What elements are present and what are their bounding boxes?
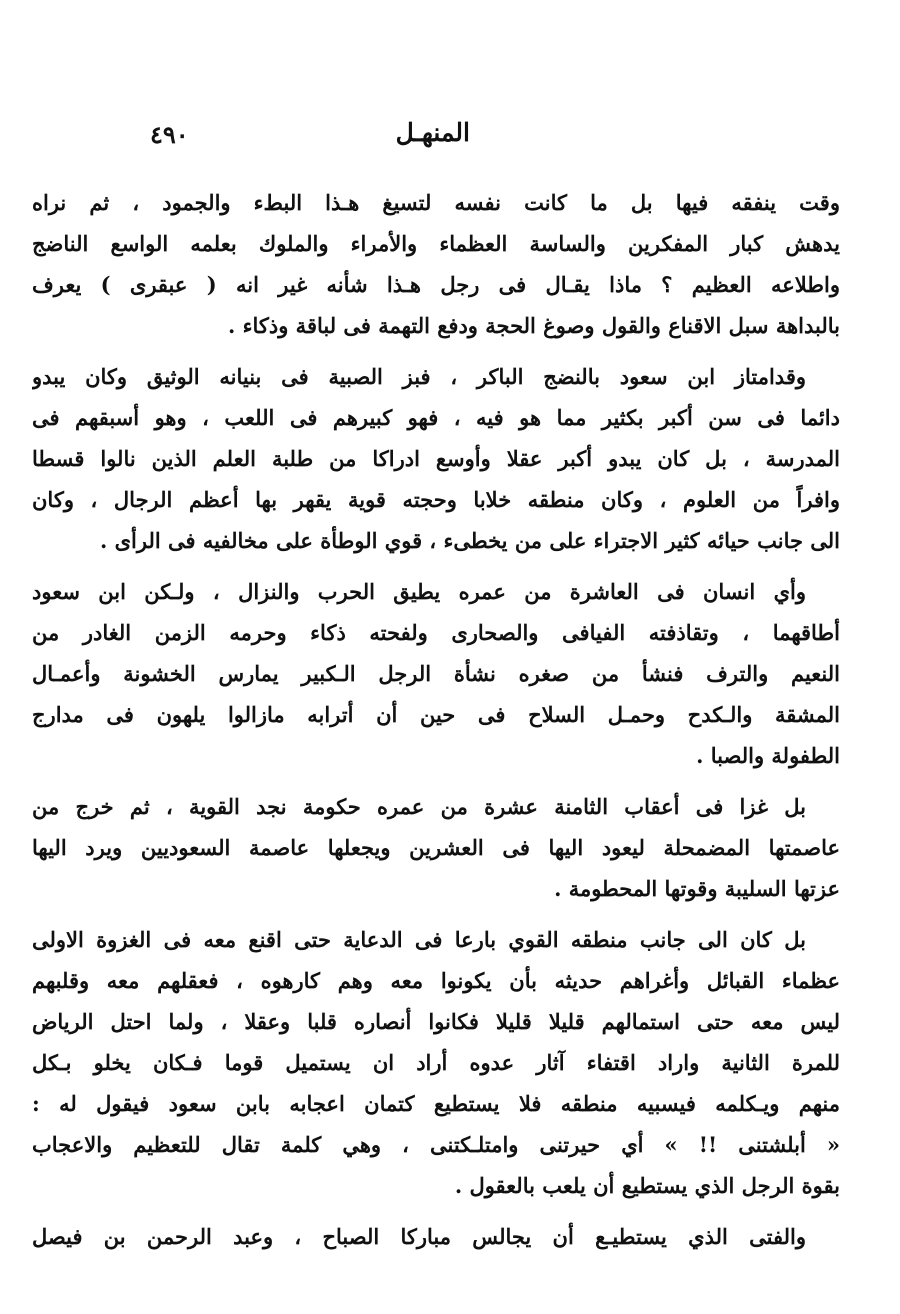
paragraph-3	[32, 571, 840, 776]
text-line: وقت ينفقه فيها بل ما كانت نفسه لتسيغ هـذا البطء والجمود ، ثم نراه	[32, 190, 840, 215]
paragraph-5	[32, 919, 840, 1206]
paragraph-4	[32, 786, 840, 909]
text-line: منهم ويـكلمه فيسبيه منطقه فلا يستطيع كتمان اعجابه بابن سعود فيقول له :	[32, 1091, 840, 1116]
text-line: وأي انسان فى العاشرة من عمره يطيق الحرب والنزال ، ولـكن ابن سعود	[32, 579, 806, 604]
text-line: عظماء القبائل وأغراهم حديثه بأن يكونوا معه وهم كارهوه ، فعقلهم معه وقلبهم	[32, 968, 840, 993]
paragraph-2	[32, 356, 840, 561]
text-line: والفتى الذي يستطيـع أن يجالس مباركا الصباح ، وعبد الرحمن بن فيصل	[32, 1224, 806, 1249]
paragraph-1	[32, 182, 840, 346]
text-line: عاصمتها المضمحلة ليعود اليها فى العشرين ويجعلها عاصمة السعوديين ويرد اليها	[32, 835, 840, 860]
text-line: واطلاعه العظيم ؟ ماذا يقـال فى رجل هـذا شأنه غير انه ( عبقرى ) يعرف	[32, 272, 840, 297]
text-line: بالبداهة سبل الاقناع والقول وصوغ الحجة ودفع التهمة فى لباقة وذكاء .	[227, 313, 840, 338]
text-line: بل كان الى جانب منطقه القوي بارعا فى الدعاية حتى اقنع معه فى الغزوة الاولى	[32, 927, 806, 952]
text-line: دائما فى سن أكبر بكثير مما هو فيه ، فهو كبيرهم فى اللعب ، وهو أسبقهم فى	[32, 405, 840, 430]
text-line: يدهش كبار المفكرين والساسة العظماء والأمراء والملوك بعلمه الواسع الناضج	[32, 231, 840, 256]
text-line: الى جانب حيائه كثير الاجتراء على من يخطىء ، قوي الوطأة على مخالفيه فى الرأى .	[99, 528, 840, 553]
text-line: للمرة الثانية واراد اقتفاء آثار عدوه أراد ان يستميل قوما فـكان يخلو بـكل	[32, 1050, 840, 1075]
page-number: ٤٩٠	[150, 120, 189, 149]
text-line: وافراً من العلوم ، وكان منطقه خلابا وحجته قوية يقهر بها أعظم الرجال ، وكان	[32, 487, 840, 512]
text-line: النعيم والترف فنشأ من صغره نشأة الرجل الـكبير يمارس الخشونة وأعمـال	[32, 661, 840, 686]
text-line: عزتها السليبة وقوتها المحطومة .	[554, 876, 840, 901]
text-line: ليس معه حتى استمالهم قليلا قليلا فكانوا أنصاره قلبا وعقلا ، ولما احتل الرياض	[32, 1009, 840, 1034]
text-line: « أبلشتنى !! » أي حيرتنى وامتلـكتنى ، وهي كلمة تقال للتعظيم والاعجاب	[32, 1132, 840, 1157]
text-line: الطفولة والصبا .	[696, 743, 840, 768]
text-line: المشقة والـكدح وحمـل السلاح فى حين أن أترابه مازالوا يلهون فى مدارج	[32, 702, 840, 727]
page-header	[150, 118, 730, 158]
text-line: أطاقهما ، وتقاذفته الفيافى والصحارى ولفحته ذكاء وحرمه الزمن الغادر من	[32, 620, 840, 645]
running-title: المنهـل	[395, 118, 470, 147]
text-line: وقدامتاز ابن سعود بالنضج الباكر ، فبز الصبية فى بنيانه الوثيق وكان يبدو	[32, 364, 806, 389]
text-line: المدرسة ، بل كان يبدو أكبر عقلا وأوسع ادراكا من طلبة العلم الذين نالوا قسطا	[32, 446, 840, 471]
paragraph-6	[32, 1216, 840, 1257]
text-line: بل غزا فى أعقاب الثامنة عشرة من عمره حكومة نجد القوية ، ثم خرج من	[32, 794, 806, 819]
text-line: بقوة الرجل الذي يستطيع أن يلعب بالعقول .	[454, 1173, 840, 1198]
body-text	[32, 182, 840, 1267]
